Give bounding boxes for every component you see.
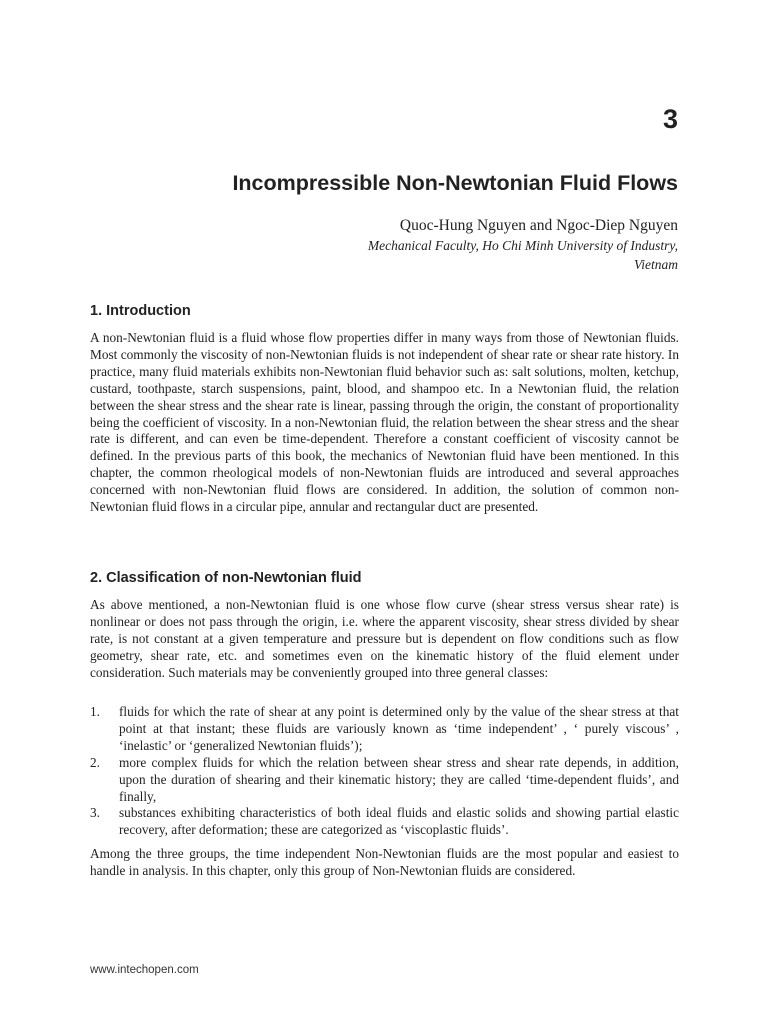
list-item-text: substances exhibiting characteristics of both ideal fluids and elastic solids and showing partial elastic recovery, after deformation; these are categorized as ‘viscoplastic fluids’. [119,805,679,838]
list-item [90,704,679,755]
list-item-number: 1. [90,704,100,719]
author-names: Quoc-Hung Nguyen and Ngoc-Diep Nguyen [399,217,678,234]
list-item-number: 3. [90,805,100,821]
list-item [90,805,679,839]
author-affiliation-line-1: Mechanical Faculty, Ho Chi Minh University of Industry, [367,238,678,253]
list-item-number: 2. [90,754,100,770]
author-affiliation-line-2: Vietnam [634,257,678,272]
footer-url: www.intechopen.com [90,964,199,976]
list-item [90,755,679,806]
list-item-text: fluids for which the rate of shear at any point is determined only by the value of the shear stress at that point at that instant; these fluids are variously known as ‘time independent’ , ‘ purely viscous’ , ‘inelastic’ or ‘generalized Newtonian fluids’); [119,704,679,753]
chapter-number: 3 [662,104,678,134]
classification-closing-paragraph: Among the three groups, the time independent Non-Newtonian fluids are the most popular and easiest to handle in analysis. In this chapter, only this group of Non-Newtonian fluids are considered. [90,846,679,878]
classification-paragraph: As above mentioned, a non-Newtonian fluid is one whose flow curve (shear stress versus shear rate) is nonlinear or does not pass through the origin, i.e. where the apparent viscosity, shear stress divided by shear rate, is not constant at a given temperature and pressure but is dependent on flow conditions such as flow geometry, shear rate, etc. and sometimes even on the kinematic history of the fluid element under consideration. Such materials may be conveniently grouped into three general classes: [90,597,679,680]
list-item-text: more complex fluids for which the relation between shear stress and shear rate depends, in addition, upon the duration of shearing and their kinematic history; they are called ‘time-dependent fluids’, and finally, [119,754,679,804]
author-block [368,216,678,274]
section-heading-introduction: 1. Introduction [90,303,191,319]
section-heading-classification: 2. Classification of non-Newtonian fluid [90,570,362,586]
fluid-classes-list [90,704,679,839]
introduction-paragraph: A non-Newtonian fluid is a fluid whose flow properties differ in many ways from those of Newtonian fluids. Most commonly the viscosity of non-Newtonian fluids is not independent of shear rate or shear rate history. In practice, many fluid materials exhibits non-Newtonian fluid behavior such as: salt solutions, molten, ketchup, custard, toothpaste, starch suspensions, paint, blood, and shampoo etc. In a Newtonian fluid, the relation between the shear stress and the shear rate is linear, passing through the origin, the constant of proportionality being the coefficient of viscosity. In a non-Newtonian fluid, the relation between the shear stress and the shear rate is different, and can even be time-dependent. Therefore a constant coefficient of viscosity cannot be defined. In the previous parts of this book, the mechanics of Newtonian fluid have been mentioned. In this chapter, the common rheological models of non-Newtonian fluids are introduced and several approaches concerned with non-Newtonian fluid flows are considered. In addition, the solution of common non-Newtonian fluid flows in a circular pipe, annular and rectangular duct are presented. [90,330,679,515]
chapter-title: Incompressible Non-Newtonian Fluid Flows [232,171,678,195]
